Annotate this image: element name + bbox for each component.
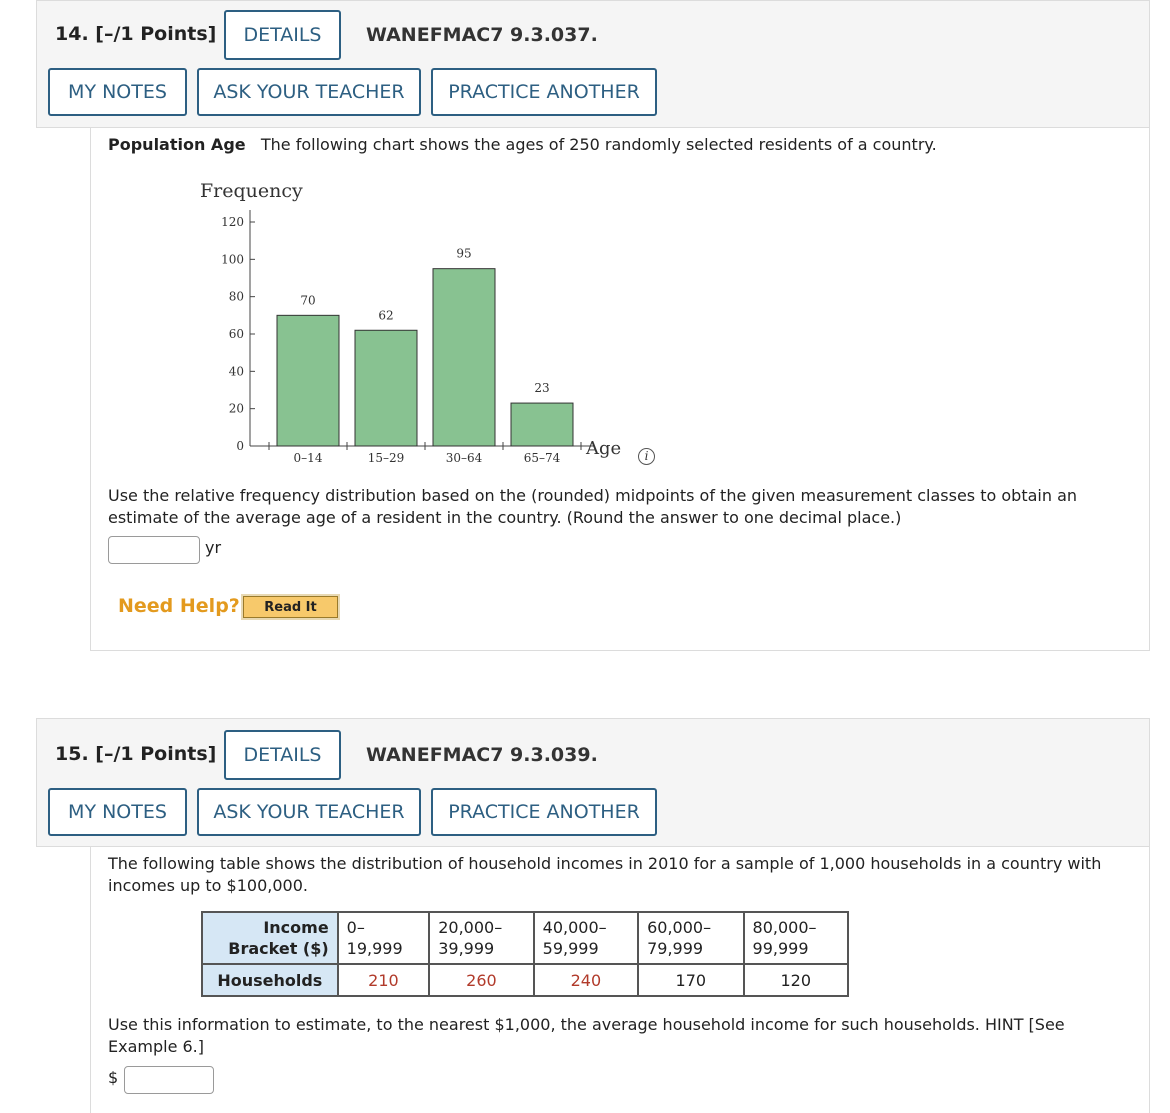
bracket-line1: 80,000–	[752, 918, 817, 937]
q14-intro-text: The following chart shows the ages of 250 randomly selected residents of a country.	[260, 135, 937, 154]
q15-practice-another-button[interactable]: PRACTICE ANOTHER	[431, 788, 657, 836]
y-tick-label: 120	[221, 215, 244, 229]
bracket-line2: 79,999	[647, 939, 704, 958]
q15-my-notes-button[interactable]: MY NOTES	[48, 788, 187, 836]
q14-code: WANEFMAC7 9.3.037.	[366, 24, 598, 46]
bracket-line2: 59,999	[542, 939, 599, 958]
q15-number	[55, 743, 216, 765]
q14-title: Population Age	[108, 135, 246, 154]
income-header-line2: Bracket ($)	[228, 939, 329, 958]
bar-value-label: 95	[456, 246, 472, 261]
q14-instruction: Use the relative frequency distribution based on the (rounded) midpoints of the given measurement classes to obtain an estimate of the average age of a resident in the country. (Round the answer to one decimal place.)	[108, 486, 1078, 527]
q15-details-button[interactable]: DETAILS	[224, 730, 341, 780]
table-row	[202, 912, 848, 964]
y-tick-label: 80	[228, 289, 244, 304]
bracket-line1: 0–	[346, 918, 365, 937]
income-table	[201, 911, 849, 997]
q14-number	[55, 23, 216, 45]
bracket-cell	[338, 912, 430, 964]
q15-points: [–/1 Points]	[95, 743, 217, 765]
need-help-label: Need Help?	[118, 595, 240, 617]
x-category-label: 30–64	[445, 451, 483, 465]
bracket-line1: 20,000–	[438, 918, 503, 937]
y-tick-label: 100	[221, 252, 244, 267]
households-cell: 170	[638, 964, 743, 996]
q15-code: WANEFMAC7 9.3.039.	[366, 744, 598, 766]
households-cell: 240	[534, 964, 638, 996]
q15-ask-teacher-button[interactable]: ASK YOUR TEACHER	[197, 788, 421, 836]
income-bracket-header	[202, 912, 338, 964]
bracket-line2: 19,999	[346, 939, 403, 958]
x-category-label: 0–14	[293, 451, 323, 465]
q15-answer-input[interactable]	[124, 1066, 214, 1094]
q14-ask-teacher-button[interactable]: ASK YOUR TEACHER	[197, 68, 421, 116]
table-row	[202, 964, 848, 996]
chart-xlabel: Age	[586, 438, 622, 459]
households-cell: 120	[744, 964, 848, 996]
x-category-label: 15–29	[367, 451, 405, 465]
chart-bar	[433, 269, 495, 446]
x-category-label: 65–74	[523, 451, 561, 465]
bracket-line1: 60,000–	[647, 918, 712, 937]
info-icon[interactable]: i	[638, 448, 655, 465]
chart-bar	[277, 315, 339, 446]
chart-bar	[511, 403, 573, 446]
households-cell: 260	[429, 964, 533, 996]
households-cell: 210	[338, 964, 430, 996]
bar-value-label: 70	[300, 293, 316, 308]
q14-intro	[108, 134, 1128, 156]
bracket-cell	[429, 912, 533, 964]
y-tick-label: 40	[228, 364, 244, 379]
q15-instruction: Use this information to estimate, to the nearest $1,000, the average household income for such households. HINT [See Example 6.]	[108, 1015, 1065, 1056]
chart-bar	[355, 330, 417, 446]
y-tick-label: 20	[228, 401, 244, 416]
bar-value-label: 23	[534, 381, 550, 396]
q14-unit: yr	[205, 538, 222, 557]
q14-number-text: 14.	[55, 23, 89, 45]
population-age-chart	[190, 172, 670, 472]
bracket-line2: 39,999	[438, 939, 495, 958]
y-tick-label: 0	[236, 439, 244, 453]
households-header: Households	[202, 964, 338, 996]
q14-details-button[interactable]: DETAILS	[224, 10, 341, 60]
bar-value-label: 62	[378, 308, 394, 323]
q14-practice-another-button[interactable]: PRACTICE ANOTHER	[431, 68, 657, 116]
bracket-line2: 99,999	[752, 939, 809, 958]
q14-points: [–/1 Points]	[95, 23, 217, 45]
q15-currency: $	[108, 1068, 119, 1087]
y-tick-label: 60	[228, 327, 244, 341]
q15-number-text: 15.	[55, 743, 89, 765]
bracket-line1: 40,000–	[542, 918, 607, 937]
chart-ylabel: Frequency	[200, 180, 303, 202]
read-it-button[interactable]: Read It	[243, 596, 338, 618]
q14-answer-input[interactable]	[108, 536, 200, 564]
bracket-cell	[638, 912, 743, 964]
q14-my-notes-button[interactable]: MY NOTES	[48, 68, 187, 116]
bracket-cell	[744, 912, 848, 964]
q15-intro: The following table shows the distribution of household incomes in 2010 for a sample of 1,000 households in a country with incomes up to $100,000.	[108, 854, 1102, 895]
income-header-line1: Income	[263, 918, 329, 937]
chart-bars	[269, 247, 581, 465]
bracket-cell	[534, 912, 638, 964]
